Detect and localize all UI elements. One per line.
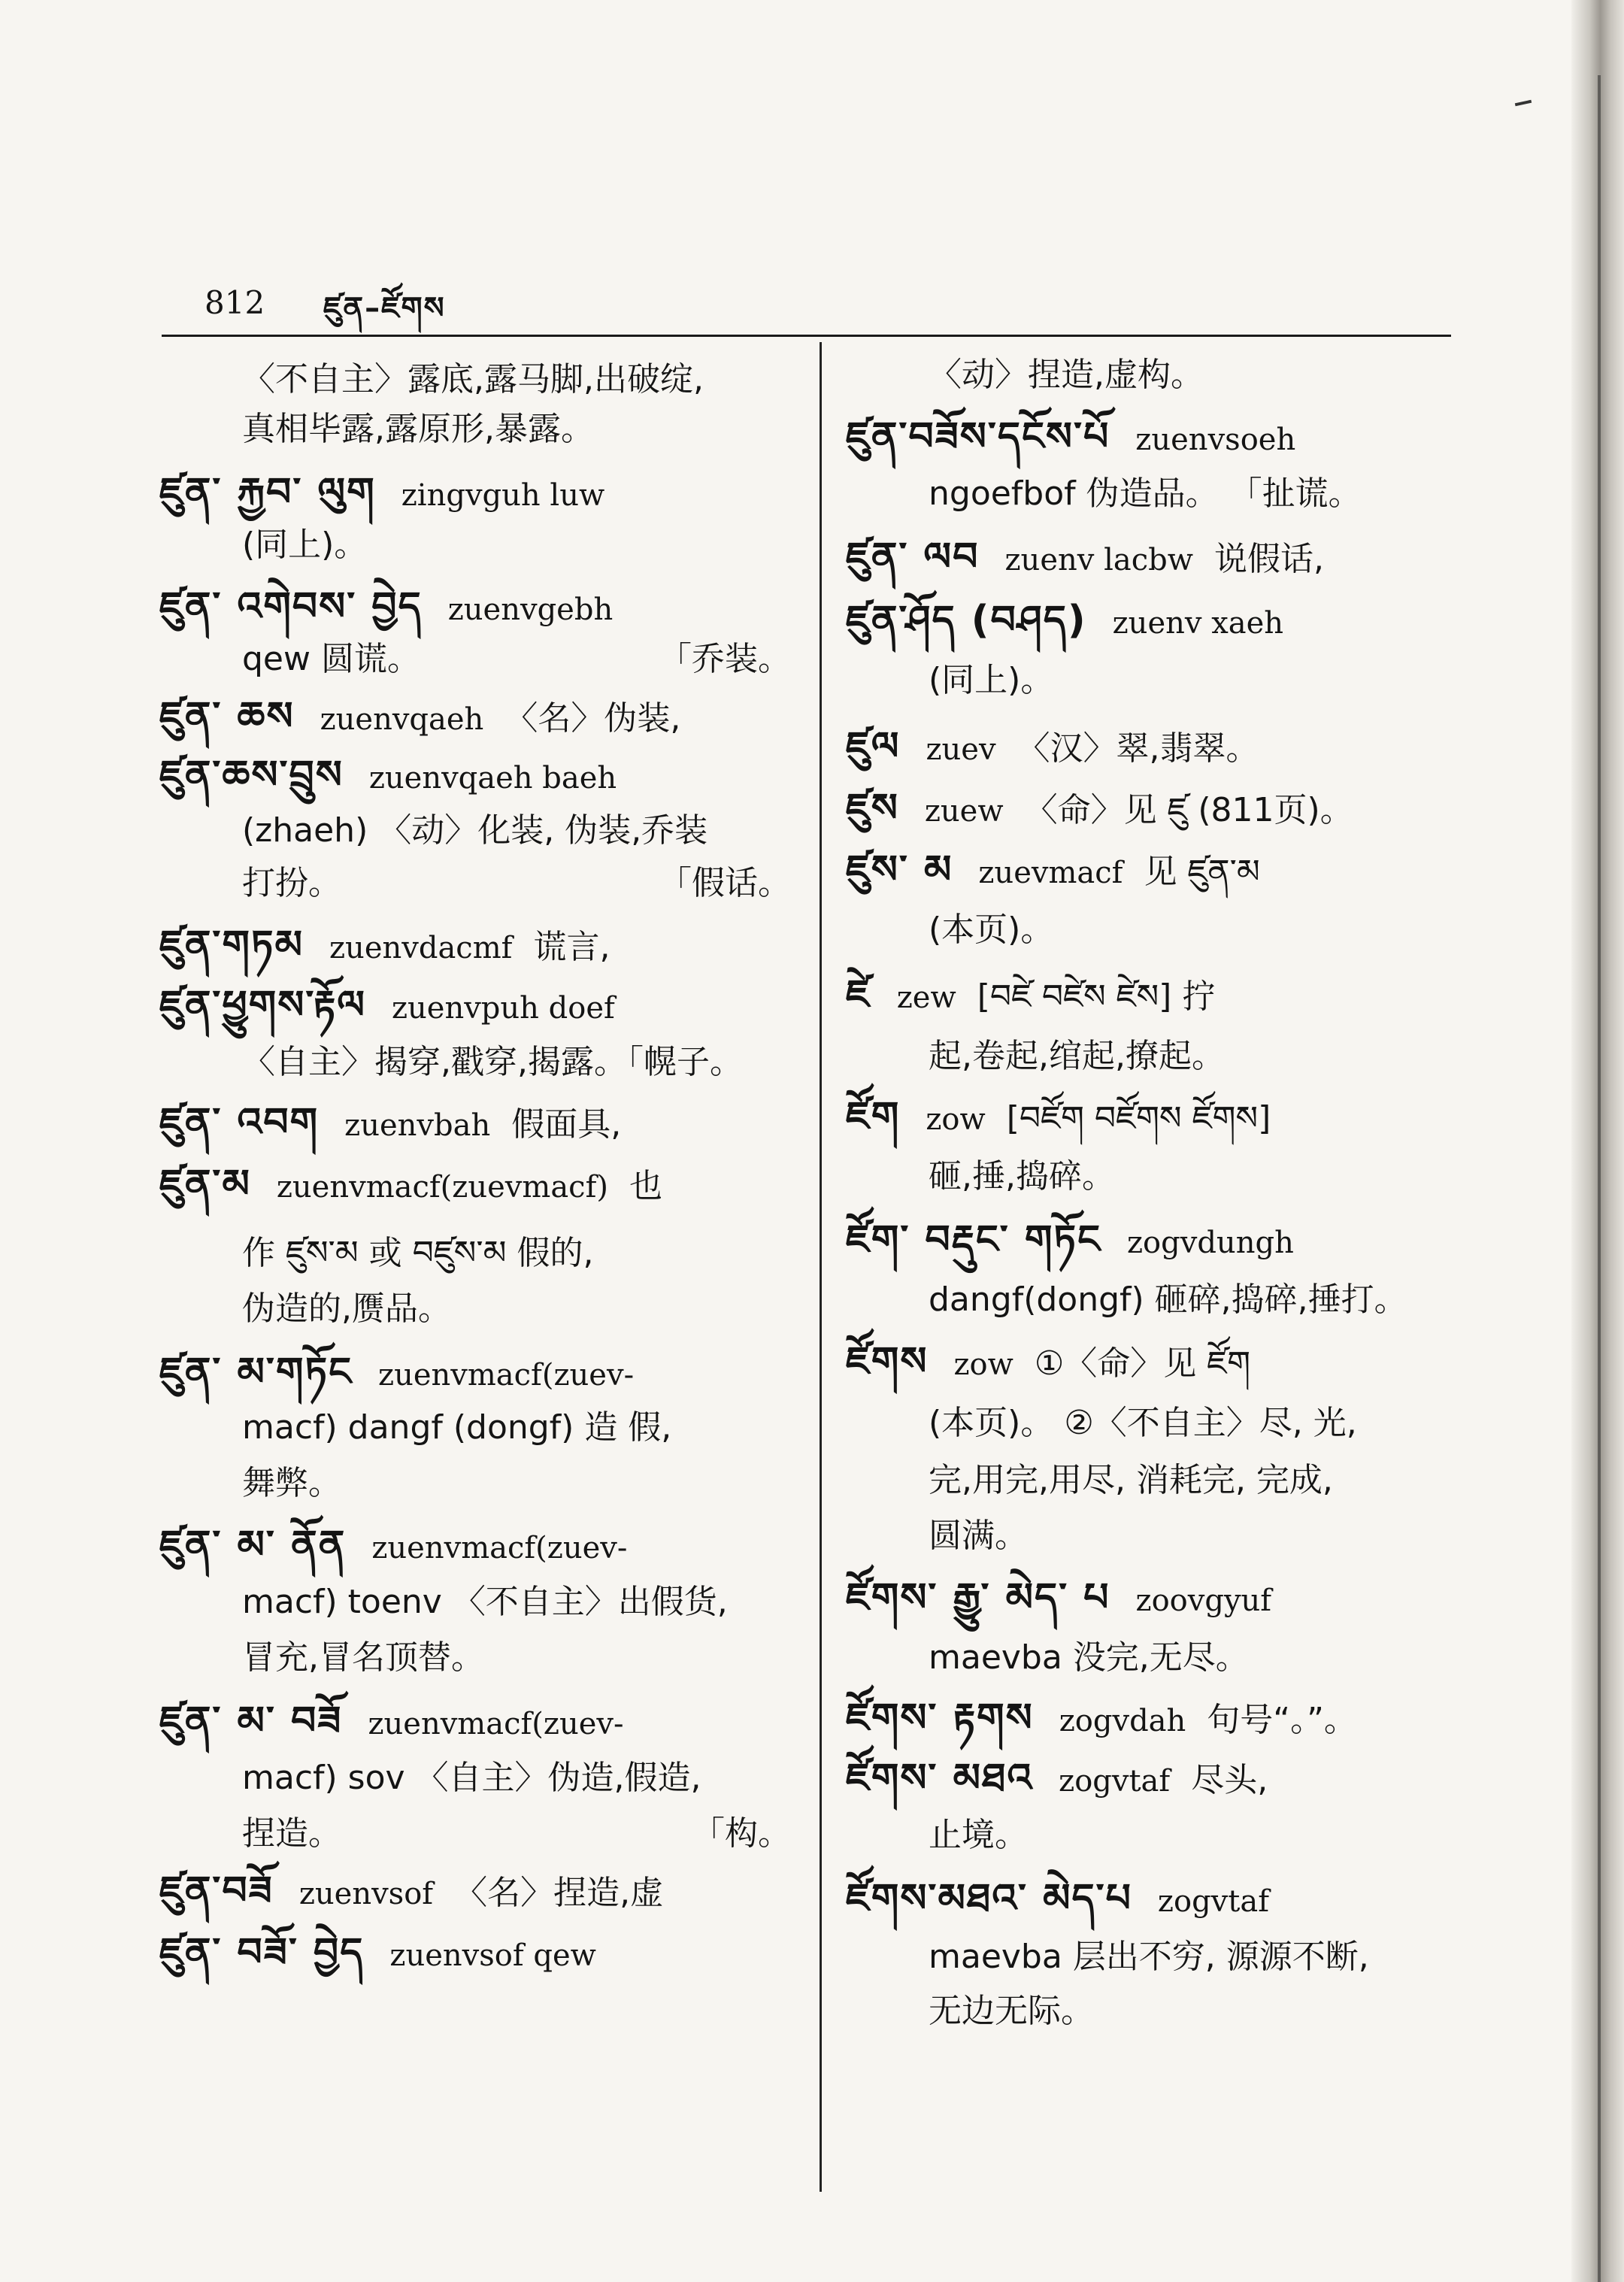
entry-headword: ཛུས་ མ (846, 847, 953, 892)
entry-romanization: zuenvpuh doef (391, 991, 615, 1026)
dictionary-entry (159, 1162, 662, 1210)
dictionary-entry (846, 1756, 1268, 1804)
entry-definition: 尽头, (1191, 1761, 1268, 1799)
dictionary-entry (159, 923, 610, 971)
entry-definition: 〈名〉伪装, (504, 699, 681, 738)
entry-headword: ཛུན་གཏམ (159, 923, 304, 968)
entry-definition: 〈不自主〉露底,露马脚,出破绽, (242, 360, 704, 399)
dictionary-entry (159, 753, 617, 801)
entry-definition: 伪造的,赝品。 (242, 1289, 451, 1328)
entry-definition: 作 ཛུས་མ 或 བཛུས་མ 假的, (242, 1234, 594, 1272)
book-fold-line (1598, 75, 1601, 2282)
column-divider (820, 342, 822, 2192)
entry-continuation (929, 471, 1362, 517)
entry-continuation (242, 1040, 743, 1085)
entry-romanization: zuev (926, 732, 996, 767)
entry-continuation (242, 407, 594, 452)
entry-romanization: zow (926, 1102, 986, 1137)
entry-continuation (242, 1635, 484, 1680)
entry-definition: 起,卷起,绾起,撩起。 (929, 1037, 1225, 1075)
entry-definition: 止境。 (929, 1816, 1028, 1854)
entry-romanization: zuenvgebh (447, 592, 614, 627)
entry-definition: 砸,捶,捣碎。 (929, 1157, 1115, 1196)
entry-romanization: zuevmacf (978, 856, 1123, 890)
dictionary-entry (159, 1868, 663, 1917)
entry-romanization: zuenvbah (344, 1108, 491, 1143)
entry-definition: maevba 层出不穷, 源源不断, (929, 1938, 1369, 1976)
entry-definition: (同上)。 (242, 526, 368, 564)
dictionary-entry (846, 1876, 1269, 1924)
entry-definition: macf) dangf (dongf) 造 假, (242, 1408, 672, 1447)
entry-definition: 完,用完,用尽, 消耗完, 完成, (929, 1461, 1333, 1499)
entry-definition: 冒充,冒名顶替。 (242, 1638, 484, 1677)
entry-headword: ཛུན་ འགེབས་ བྱེད (159, 584, 423, 629)
entry-definition: 〈动〉捏造,虚构。 (929, 356, 1204, 394)
entry-continuation (242, 1756, 701, 1801)
entry-definition: 〈汉〉翠,翡翠。 (1017, 729, 1259, 768)
entry-continuation (929, 1154, 1115, 1199)
dictionary-entry (159, 1350, 634, 1398)
entry-headword: ཛོག་ བརྡུང་ གཏོང (846, 1217, 1101, 1262)
entry-continuation (242, 523, 367, 568)
entry-definition: 句号“。”。 (1207, 1701, 1357, 1739)
entry-headword: ཛུན་ མ་ བཟོ (159, 1699, 343, 1744)
entry-definition: 假面具, (511, 1105, 622, 1144)
entry-headword: ཛུན་ཕྱུགས་རྟོལ (159, 983, 366, 1028)
dictionary-entry (159, 983, 615, 1031)
entry-headword: ཛུན་ མ་ ནོན (159, 1523, 347, 1568)
entry-definition: ①〈命〉见 ཛོག (1034, 1344, 1251, 1383)
dictionary-entry (846, 1217, 1294, 1265)
entry-definition: 〈命〉见 ཛུ (811页)。 (1024, 791, 1353, 829)
entry-romanization: zogvdah (1059, 1704, 1186, 1738)
entry-headword: ཛུན་མ (159, 1162, 251, 1207)
entry-continuation (929, 1277, 1407, 1323)
entry-headword: ཛོག (846, 1094, 901, 1139)
entry-headword: ཛོགས་ མཐའ (846, 1756, 1034, 1801)
entry-headword: ཛུས (846, 786, 899, 831)
entry-continuation (929, 1813, 1028, 1858)
entry-continuation (242, 1231, 593, 1276)
scan-mark (1515, 100, 1532, 106)
entry-continuation (242, 1461, 341, 1506)
entry-definition: [བཛེ བཛེས ཛེས] 拧 (977, 977, 1216, 1016)
dictionary-entry (846, 414, 1295, 462)
entry-definition: 圆满。 (929, 1517, 1028, 1555)
entry-continuation (929, 1034, 1225, 1079)
entry-continuation (242, 1580, 728, 1625)
entry-definition: 见 ཛུན་མ (1144, 853, 1260, 891)
dictionary-entry (846, 847, 1260, 896)
entry-headword: ཛུན་ བཟོ་ བྱེད (159, 1930, 365, 1975)
entry-continuation (929, 658, 1053, 703)
entry-romanization: zuenvdacmf (329, 931, 513, 965)
dictionary-entry (159, 1930, 596, 1978)
entry-definition: 说假话, (1213, 540, 1324, 578)
entry-continuation (929, 1989, 1094, 2034)
dictionary-entry (159, 1699, 624, 1747)
dictionary-entry (846, 1696, 1357, 1744)
entry-definition: 舞弊。 (242, 1464, 341, 1502)
entry-romanization: zuenvmacf(zuev- (368, 1707, 624, 1741)
entry-romanization: zuenvmacf(zuevmacf) (276, 1170, 608, 1205)
entry-headword: ཛུན་ རྐྱབ་ ལུག (159, 470, 376, 515)
dictionary-entry (846, 1575, 1271, 1623)
entry-definition: qew 圆谎。 (242, 640, 420, 678)
entry-headword: ཛུན་ འབག (159, 1100, 320, 1145)
dictionary-entry (846, 786, 1353, 834)
entry-definition: macf) sov 〈自主〉伪造,假造, (242, 1759, 701, 1797)
entry-headword: ཛོགས་ རྟགས (846, 1696, 1034, 1741)
entry-headword: ཛེ (846, 972, 871, 1017)
entry-continuation (242, 1286, 451, 1332)
entry-continuation (242, 1405, 671, 1450)
entry-romanization: zuenvsof (298, 1877, 434, 1911)
entry-romanization: zuenvmacf(zuev- (378, 1358, 635, 1393)
entry-romanization: zuenvqaeh (320, 702, 484, 737)
entry-headword: ཛུན་ ལབ (846, 535, 980, 580)
entry-romanization: zuenvqaeh baeh (368, 761, 617, 796)
entry-romanization: zoovgyuf (1135, 1583, 1272, 1618)
dictionary-entry (159, 694, 680, 742)
page-number: 812 (205, 284, 265, 321)
dictionary-entry (159, 470, 604, 518)
dictionary-entry (846, 1339, 1250, 1387)
entry-continuation (929, 1935, 1369, 1980)
entry-romanization: zow (953, 1347, 1013, 1382)
carryover-fragment: 「乔装。 (659, 640, 791, 678)
entry-definition: 捏造。 (242, 1814, 341, 1853)
dictionary-entry (846, 598, 1283, 646)
entry-headword: ཛོགས (846, 1339, 929, 1384)
entry-headword: ཛོགས་ རྒྱུ་ མེད་ པ (846, 1575, 1110, 1620)
entry-romanization: zogvdungh (1126, 1226, 1294, 1260)
entry-definition: 〈自主〉揭穿,戳穿,揭露。「幌子。 (242, 1043, 743, 1081)
entry-romanization: zuenvsoeh (1135, 423, 1296, 457)
carryover-fragment: 「假话。 (659, 864, 791, 902)
entry-definition: (本页)。 ②〈不自主〉尽, 光, (929, 1404, 1357, 1442)
entry-continuation (242, 1811, 341, 1856)
entry-headword: ཛུལ (846, 724, 901, 769)
entry-headword: ཛུན་བཟོ (159, 1868, 274, 1914)
entry-definition: 真相毕露,露原形,暴露。 (242, 410, 594, 448)
entry-continuation (929, 1635, 1249, 1680)
entry-continuation (929, 1401, 1357, 1446)
entry-definition: (本页)。 (929, 911, 1054, 949)
entry-definition: [བཛོག བཛོགས ཛོགས] (1006, 1099, 1271, 1138)
entry-continuation (242, 357, 704, 402)
entry-romanization: zogvtaf (1059, 1764, 1171, 1799)
entry-continuation (929, 1514, 1028, 1559)
entry-continuation (242, 861, 341, 906)
entry-definition: ngoefbof 伪造品。 「扯谎。 (929, 474, 1362, 513)
dictionary-entry (159, 1523, 627, 1571)
entry-headword: ཛུན་ཆས་བྲུས (159, 753, 344, 798)
entry-romanization: zingvguh luw (401, 478, 605, 513)
entry-headword: ཛོགས་མཐའ་ མེད་པ (846, 1876, 1132, 1921)
entry-romanization: zuenv xaeh (1112, 606, 1284, 641)
header-rule (162, 335, 1451, 337)
entry-definition: macf) toenv 〈不自主〉出假货, (242, 1583, 728, 1621)
carryover-fragment: 「构。 (692, 1814, 791, 1853)
dictionary-entry (159, 1100, 621, 1148)
entry-definition: (同上)。 (929, 661, 1054, 699)
dictionary-entry (846, 972, 1215, 1020)
entry-definition: 也 (629, 1167, 662, 1205)
entry-definition: (zhaeh) 〈动〉化装, 伪装,乔装 (242, 811, 708, 850)
entry-romanization: zuenvmacf(zuev- (371, 1531, 628, 1565)
entry-continuation (929, 1458, 1333, 1503)
running-head: ཛུན–ཛོགས (323, 291, 446, 326)
entry-headword: ཛུན་ ཆས (159, 694, 295, 739)
entry-continuation (242, 808, 707, 853)
entry-headword: ཛུན་བཟོས་དངོས་པོ (846, 414, 1110, 459)
entry-romanization: zuew (924, 794, 1004, 829)
entry-romanization: zuenv lacbw (1004, 543, 1193, 577)
entry-romanization: zuenvsof qew (389, 1938, 596, 1973)
entry-definition: dangf(dongf) 砸碎,捣碎,捶打。 (929, 1280, 1407, 1319)
dictionary-entry (846, 535, 1324, 583)
entry-definition: 无边无际。 (929, 1992, 1094, 2030)
entry-definition: 谎言, (533, 928, 611, 966)
entry-definition: 打扮。 (242, 864, 341, 902)
dictionary-entry (159, 584, 613, 632)
entry-continuation (929, 908, 1053, 953)
entry-continuation (929, 353, 1204, 398)
dictionary-entry (846, 1094, 1271, 1142)
entry-headword: ཛུན་ མ་གཏོང (159, 1350, 353, 1395)
entry-headword: ཛུན་ཤོད (བཤད) (846, 598, 1087, 643)
entry-continuation (242, 637, 420, 682)
dictionary-entry (846, 724, 1259, 772)
entry-romanization: zogvtaf (1157, 1884, 1270, 1919)
entry-romanization: zew (896, 980, 956, 1015)
entry-definition: maevba 没完,无尽。 (929, 1638, 1249, 1677)
entry-definition: 〈名〉捏造,虚 (454, 1874, 664, 1912)
